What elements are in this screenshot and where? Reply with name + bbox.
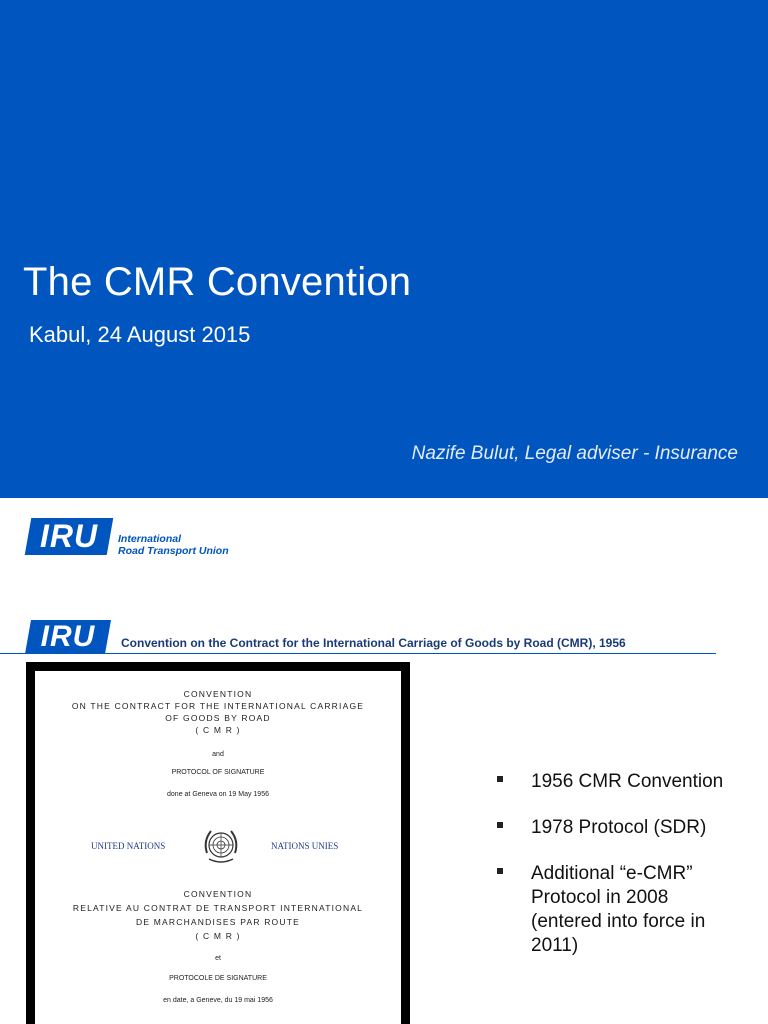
- slide2-header: [28, 620, 718, 656]
- doc-en-line: ON THE CONTRACT FOR THE INTERNATIONAL CARRIAGE: [71, 701, 365, 711]
- author-line: Nazife Bulut, Legal adviser - Insurance: [411, 443, 738, 464]
- slide-subtitle: Kabul, 24 August 2015: [29, 322, 251, 347]
- doc-en-line: ( C M R ): [195, 725, 241, 735]
- doc-fr-done: en date, a Geneve, du 19 mai 1956: [163, 997, 273, 1004]
- doc-fr-protocol: PROTOCOLE DE SIGNATURE: [169, 975, 267, 982]
- bullet-text: Additional “e-CMR” Protocol in 2008 (entered into force in 2011): [531, 863, 706, 956]
- un-row: [35, 827, 401, 867]
- bullet-square-icon: [497, 776, 503, 782]
- title-slide: [0, 0, 768, 498]
- bullet-text: 1978 Protocol (SDR): [531, 817, 707, 838]
- doc-fr-line: CONVENTION: [183, 889, 253, 899]
- header-divider: [0, 653, 716, 654]
- document-page: [35, 671, 401, 1024]
- iru-org-name-line2: Road Transport Union: [118, 545, 229, 557]
- doc-fr-line: DE MARCHANDISES PAR ROUTE: [136, 917, 300, 927]
- doc-en-protocol: PROTOCOL OF SIGNATURE: [171, 769, 265, 776]
- slide2-title: Convention on the Contract for the International Carriage of Goods by Road (CMR), 1956: [121, 636, 626, 650]
- iru-logo-abbr: IRU: [39, 518, 99, 554]
- bullet-square-icon: [497, 868, 503, 874]
- doc-en-line: CONVENTION: [183, 689, 253, 699]
- doc-fr-line: ( C M R ): [195, 931, 241, 941]
- convention-document-image: [26, 662, 410, 1024]
- doc-en-and: and: [212, 751, 224, 758]
- slide-title: The CMR Convention: [23, 260, 412, 304]
- doc-en-done: done at Geneva on 19 May 1956: [167, 791, 269, 798]
- iru-org-name-line1: International: [118, 533, 182, 545]
- bullet-text: 1956 CMR Convention: [531, 771, 724, 792]
- bullet-item: [497, 816, 737, 840]
- un-name-fr: NATIONS UNIES: [271, 841, 339, 851]
- bullet-item: [497, 770, 737, 794]
- doc-fr-line: RELATIVE AU CONTRAT DE TRANSPORT INTERNATIONAL: [72, 903, 364, 913]
- un-emblem-icon: [199, 827, 243, 867]
- doc-en-line: OF GOODS BY ROAD: [165, 713, 271, 723]
- doc-fr-et: et: [215, 955, 221, 962]
- bullet-item: [497, 862, 737, 958]
- iru-org-name: [118, 533, 229, 557]
- iru-logo-abbr-small: IRU: [40, 620, 96, 653]
- un-name-en: UNITED NATIONS: [91, 841, 166, 851]
- bullet-square-icon: [497, 822, 503, 828]
- bullet-list: [497, 770, 737, 980]
